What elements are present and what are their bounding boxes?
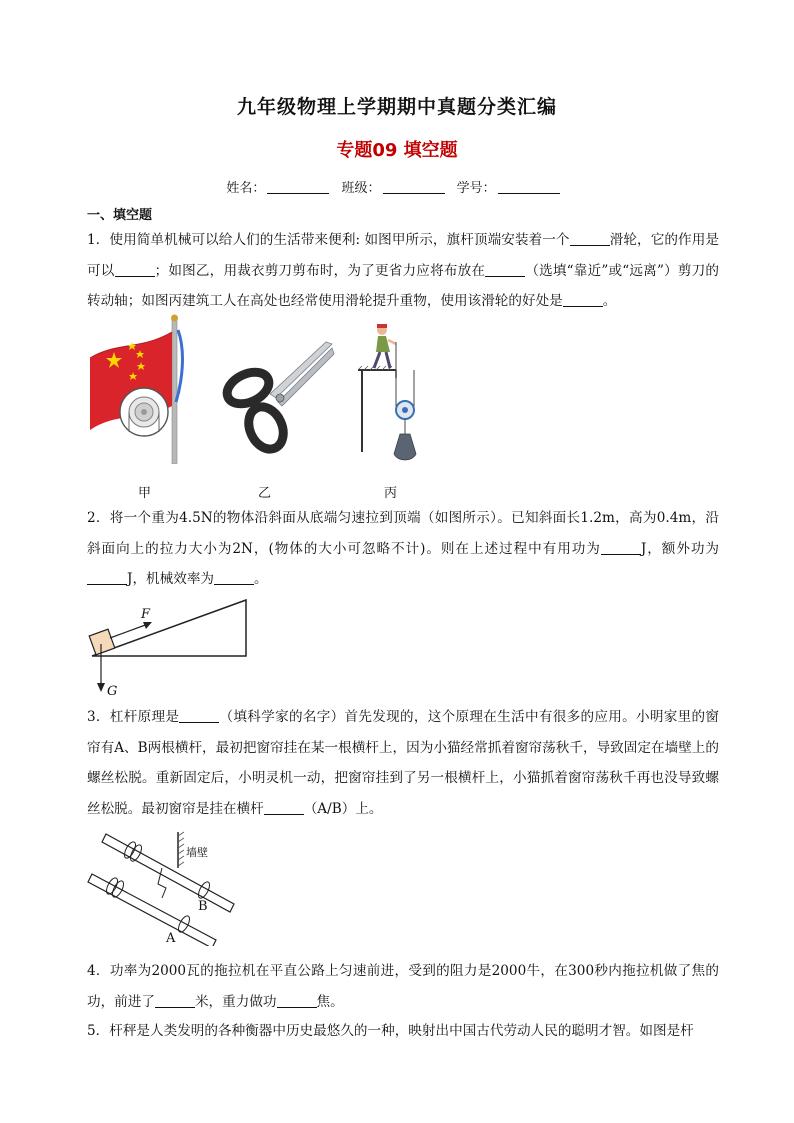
question-5: 5．杆秤是人类发明的各种衡器中历史最悠久的一种，映射出中国古代劳动人民的聪明才智。如图是杆 (87, 1023, 694, 1039)
id-label: 学号： (456, 181, 496, 196)
name-label: 姓名： (226, 181, 266, 196)
flag-pulley-figure (86, 312, 186, 464)
question-number: 1． (87, 232, 110, 248)
document-subtitle: 专题09 填空题 (336, 140, 458, 161)
scissors-figure (220, 340, 336, 458)
question-1: 1．使用简单机械可以给人们的生活带来便利: 如图甲所示，旗杆顶端安装着一个 滑轮，它的作用是可以 ；如图乙，用裁衣剪刀剪布时，为了更省力应将布放在 （选填“靠近”或“远离”）剪刀的转动轴；如图丙建筑工人在高处也经常使用滑轮提升重物，使用该滑轮的好处是 。 (87, 232, 719, 309)
question-number: 2． (87, 510, 110, 526)
section-heading: 一、填空题 (87, 208, 153, 223)
caption-bing: 丙 (384, 486, 398, 501)
incline-figure (86, 596, 252, 700)
answer-blank[interactable] (87, 571, 127, 585)
worker-pulley-figure (356, 322, 428, 464)
rod-b-label: B (198, 899, 208, 914)
answer-blank[interactable] (563, 293, 603, 307)
question-3: 3．杠杆原理是 （填科学家的名字）首先发现的，这个原理在生活中有很多的应用。小明家里的窗帘有A、B两根横杆，最初把窗帘挂在某一根横杆上，因为小猫经常抓着窗帘荡秋千，导致固定在墙壁上的螺丝松脱。重新固定后，小明灵机一动，把窗帘挂到了另一根横杆上，小猫抓着窗帘荡秋千再也没导致螺丝松脱。最初窗帘是挂在横杆 （A/B）上。 (87, 709, 720, 817)
question-4: 4．功率为2000瓦的拖拉机在平直公路上匀速前进，受到的阻力是2000牛，在300秒内拖拉机做了焦的功，前进了 米，重力做功 焦。 (87, 963, 719, 1010)
answer-blank[interactable] (115, 263, 155, 277)
question-number: 4． (87, 963, 110, 979)
name-blank[interactable] (267, 181, 329, 194)
force-label: F (141, 607, 151, 622)
question-2: 2．将一个重为4.5N的物体沿斜面从底端匀速拉到顶端（如图所示）。已知斜面长1.2m，高为0.4m，沿斜面向上的拉力大小为2N，(物体的大小可忽略不计)。则在上述过程中有用功为 J，额外功为J，机械效率为 。 (87, 510, 720, 587)
rod-a-label: A (166, 931, 176, 946)
answer-blank[interactable] (179, 709, 219, 723)
answer-blank[interactable] (214, 571, 254, 585)
answer-blank[interactable] (264, 801, 304, 815)
answer-blank[interactable] (277, 994, 317, 1008)
document-title: 九年级物理上学期期中真题分类汇编 (236, 96, 557, 118)
gravity-label: G (107, 684, 118, 699)
caption-jia: 甲 (138, 486, 152, 501)
answer-blank[interactable] (601, 541, 641, 555)
class-blank[interactable] (383, 181, 445, 194)
question-number: 3． (87, 709, 110, 725)
question-number: 5． (87, 1023, 110, 1039)
curtain-rods-figure (86, 828, 236, 946)
answer-blank[interactable] (570, 232, 610, 246)
answer-blank[interactable] (485, 263, 525, 277)
answer-blank[interactable] (155, 994, 195, 1008)
id-blank[interactable] (498, 181, 560, 194)
student-info-line (0, 177, 794, 196)
caption-yi: 乙 (258, 486, 272, 501)
class-label: 班级： (341, 181, 381, 196)
wall-label: 墙壁 (186, 846, 208, 859)
